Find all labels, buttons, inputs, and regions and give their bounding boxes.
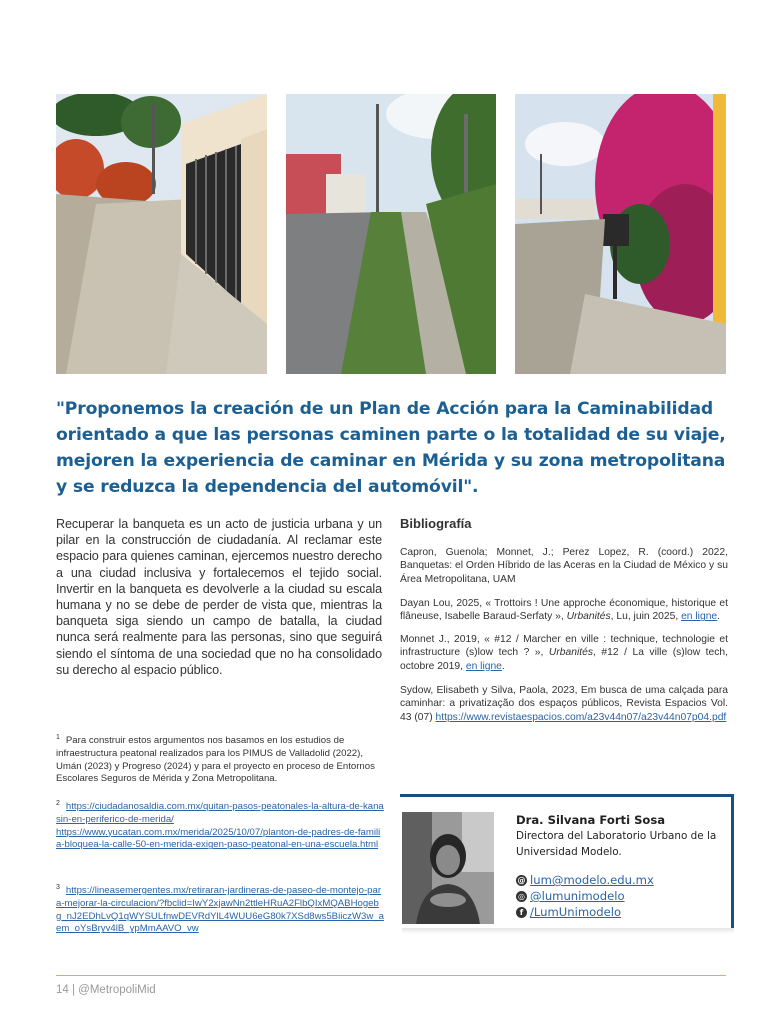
entry-text: Monnet J., 2019, « #12 / Marcher en ville : technique, technologie et infrastructure (s)low tech ? »,: [400, 634, 728, 659]
entry-link[interactable]: https://www.revistaespacios.com/a23v44n07/a23v44n07p04.pdf: [435, 711, 727, 723]
entry-text: , Lu, juin 2025,: [610, 611, 682, 623]
author-card-shadow: [402, 928, 734, 934]
photo-sidewalk-fence-image: [56, 94, 267, 374]
bibliography-title: Bibliografía: [400, 516, 472, 531]
author-facebook[interactable]: [516, 905, 621, 919]
author-instagram[interactable]: [516, 889, 625, 903]
author-email[interactable]: [516, 873, 654, 887]
footnote-2: [56, 798, 384, 852]
photo-road-overgrown-sidewalk-image: [286, 94, 496, 374]
author-instagram-text[interactable]: @lumunimodelo: [530, 889, 625, 903]
entry-end: .: [501, 660, 505, 672]
entry-text: Sydow, Elisabeth y Silva, Paola, 2023, Em busca de uma calçada para caminhar: a privatização dos espaços públicos, Revista Espacios Vol. 43 (07): [400, 685, 728, 723]
footnote-number: 1: [56, 734, 60, 741]
author-photo-image: [402, 812, 494, 924]
entry-end: .: [717, 611, 721, 623]
photo-bougainvillea-sidewalk: [515, 94, 726, 374]
author-card-border: [731, 794, 734, 932]
author-photo: [402, 812, 494, 924]
bibliography-entry: [400, 633, 728, 673]
body-paragraph: Recuperar la banqueta es un acto de justicia urbana y un pilar en la construcción de ciudadanía. Al reclamar este espacio para quienes caminan, ejercemos nuestro derecho a una ciudad inclusiva y fortalecemos el tejido social. Invertir en la banqueta es devolverle a la ciudad su escala humana y no se debe de perder de vista que, mientras la banqueta siga siendo un campo de batalla, la ciudad nunca será realmente para las personas, sino que seguirá siendo el síntoma de una sociedad que no ha consolidado su derecho al espacio público.: [56, 517, 382, 677]
footnote-number: 3: [56, 884, 60, 891]
bibliography-entry: [400, 684, 728, 724]
facebook-icon: f: [516, 907, 527, 918]
entry-link[interactable]: en ligne: [465, 660, 502, 672]
footnote-number: 2: [56, 800, 60, 807]
page-footer: 14 | @MetropoliMid: [56, 984, 156, 996]
author-card-border: [400, 794, 734, 797]
entry-journal: Urbanités: [548, 647, 593, 659]
photo-sidewalk-fence: [56, 94, 267, 374]
footnote-3: [56, 882, 384, 936]
entry-text: , #12 / La ville (s)low tech, octobre 2019,: [400, 647, 728, 672]
pull-quote: "Proponemos la creación de un Plan de Acción para la Caminabilidad orientado a que las personas caminen parte o la totalidad de su viaje, mejoren la experiencia de caminar en Mérida y su zona metropolitana y se reduzca la dependencia del automóvil".: [56, 399, 726, 497]
footnote-text: Para construir estos argumentos nos basamos en los estudios de infraestructura peatonal realizados para los PIMUS de Valladolid (2022), Umán (2023) y Progreso (2024) y para el proyecto en proceso de Entornos Escolares Seguros de Mérida y Zona Metropolitana.: [56, 735, 375, 785]
footnote-link[interactable]: https://www.yucatan.com.mx/merida/2025/10/07/planton-de-padres-de-familia-bloquea-la-calle-50-en-merida-exigen-paso-peatonal-en-una-escuela.html: [56, 826, 381, 851]
author-role: Directora del Laboratorio Urbano de la Universidad Modelo.: [516, 830, 717, 858]
footnote-1: [56, 732, 384, 786]
footnote-link[interactable]: https://lineasemergentes.mx/retiraran-jardineras-de-paseo-de-montejo-para-mejorar-la-circulacion/?fbclid=IwY2xjawNn2ttleHRuA2FlbQIxMQABHogebg_nJ2EDhLvQ1qWYSULfnwDEVRdYlL4WUU6eG80k7XSd8ws5BiiczW3w_aem_oYsBryv4lB_ypMmAAVO_vw: [56, 885, 384, 935]
entry-link[interactable]: en ligne: [681, 611, 718, 623]
entry-journal: Urbanités: [566, 611, 611, 623]
instagram-icon: ◎: [516, 891, 527, 902]
entry-text: Dayan Lou, 2025, « Trottoirs ! Une approche économique, historique et flâneuse, Isabelle Baraud-Serfaty »,: [400, 598, 728, 623]
photo-bougainvillea-sidewalk-image: [515, 94, 726, 374]
bibliography-entry: [400, 597, 728, 624]
footer-rule: [56, 975, 726, 976]
photo-road-overgrown-sidewalk: [286, 94, 496, 374]
author-name: Dra. Silvana Forti Sosa: [516, 813, 666, 827]
bibliography-entry: Capron, Guenola; Monnet, J.; Perez Lopez, R. (coord.) 2022, Banquetas: el Orden Híbrido de las Aceras en la Ciudad de México y su Área Metropolitana, UAM: [400, 547, 728, 585]
email-icon: @: [517, 875, 526, 885]
footnote-link[interactable]: https://ciudadanosaldia.com.mx/quitan-pasos-peatonales-la-altura-de-kanasin-en-periferico-de-merida/: [56, 801, 384, 825]
author-facebook-text[interactable]: /LumUnimodelo: [530, 905, 622, 919]
author-email-text[interactable]: lum@modelo.edu.mx: [530, 873, 654, 887]
